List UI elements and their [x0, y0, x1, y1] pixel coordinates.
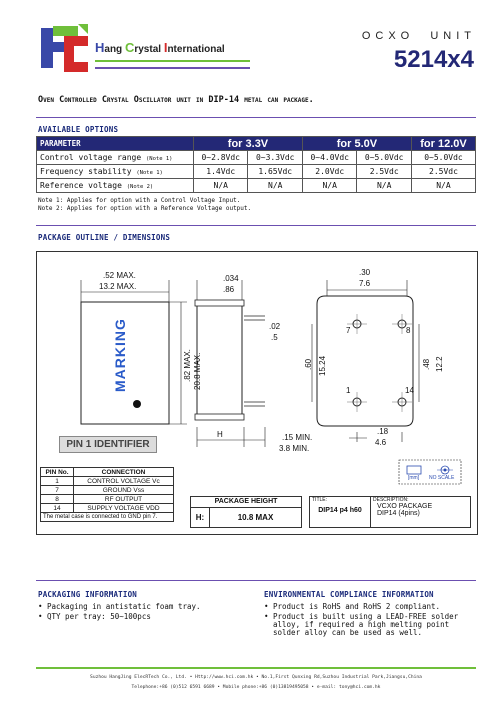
list-item: • Packaging in antistatic foam tray.	[38, 603, 248, 611]
dim-pin-dia-in: .18	[377, 427, 389, 436]
table-row	[37, 151, 476, 165]
dim-pin-col-mm: 12.2	[435, 356, 444, 372]
desc-label: DESCRIPTION:	[373, 497, 409, 503]
row-param: Reference voltage	[40, 181, 122, 190]
list-item: • QTY per tray: 50~100pcs	[38, 613, 248, 621]
table-row	[37, 179, 476, 193]
table-cell: CONTROL VOLTAGE Vc	[74, 477, 174, 486]
row-note: (Note 2)	[126, 184, 154, 190]
table-cell: 1.65Vdc	[248, 165, 302, 179]
dim-height-mm: 20.8 MAX.	[193, 352, 202, 390]
dim-top-width-in: .52 MAX.	[103, 271, 136, 280]
table-cell: N/A	[411, 179, 475, 193]
marking-label: MARKING	[112, 318, 128, 392]
table-cell: 2.5Vdc	[357, 165, 411, 179]
title-label: TITLE:	[312, 497, 328, 503]
dim-side-h: H	[217, 430, 223, 439]
dim-pin-row-in: .30	[359, 268, 371, 277]
footer-line-2: Telephone:+86 (0)512 6591 6689 • Mobile phone:+86 (0)13819495058 • e-mail: tony@hci.com.hk	[131, 685, 381, 690]
dim-lead-len-in: .15 MIN.	[282, 433, 313, 442]
environmental-list	[264, 603, 478, 639]
title-block	[309, 496, 471, 528]
table-row	[37, 165, 476, 179]
divider	[36, 117, 476, 118]
product-type: OCXO UNIT	[361, 30, 476, 42]
pin1-identifier-box: PIN 1 IDENTIFIER	[59, 436, 157, 453]
table-cell: 14	[41, 504, 74, 513]
footer-line-green	[36, 667, 476, 669]
table-cell: 8	[41, 495, 74, 504]
table-cell: SUPPLY VOLTAGE VDD	[74, 504, 174, 513]
header-12v: for 12.0V	[411, 137, 475, 151]
row-note: (Note 1)	[145, 156, 173, 162]
document-title: Oven Controlled Crystal Oscillator unit in DIP-14 metal can package.	[38, 95, 314, 105]
title-value: DIP14 p4 h60	[318, 507, 362, 514]
part-number: 5214x4	[393, 46, 474, 73]
company-logo	[38, 22, 90, 74]
table-row	[41, 477, 174, 486]
table-cell: 2.5Vdc	[411, 165, 475, 179]
pin-label-1: 1	[346, 386, 351, 395]
logo-underline-green	[95, 60, 250, 62]
dim-side-top-mm: .86	[223, 285, 235, 294]
package-height-value: 10.8 MAX	[237, 513, 274, 522]
logo-underline-purple	[95, 67, 250, 69]
pin-table-footnote: The metal case is connected to GND pin 7.	[41, 513, 174, 522]
table-cell: 0~5.0Vdc	[357, 151, 411, 165]
table-cell: 1	[41, 477, 74, 486]
divider	[36, 225, 476, 226]
pin-label-14: 14	[405, 386, 414, 395]
package-height-label: H:	[191, 508, 210, 527]
section-title-options: AVAILABLE OPTIONS	[38, 125, 119, 134]
section-title-environmental: ENVIRONMENTAL COMPLIANCE INFORMATION	[264, 590, 434, 599]
row-param: Frequency stability	[40, 167, 132, 176]
dim-height-in: .82 MAX.	[183, 349, 192, 382]
dim-pin-span-in: .60	[304, 358, 313, 370]
divider	[36, 580, 476, 581]
table-row	[41, 486, 174, 495]
list-item: • Product is RoHS and RoHS 2 compliant.	[264, 603, 478, 611]
note-1: Note 1: Applies for option with a Control Voltage Input.	[38, 197, 241, 204]
dim-side-lead-in: .02	[269, 322, 281, 331]
header-3v3: for 3.3V	[194, 137, 303, 151]
header-parameter: PARAMETER	[37, 137, 194, 151]
footer-line-1: Suzhou HangJing ElecRTech Co., Ltd. • Http://www.hci.com.hk • No.1,First Qunxing Rd,Suzhou Industrial Park,Jiangsu,China	[90, 675, 422, 680]
row-note: (Note 1)	[136, 170, 163, 176]
desc-line-1: VCXO PACKAGE	[377, 503, 433, 510]
table-cell: 0~4.0Vdc	[302, 151, 356, 165]
table-cell: 2.0Vdc	[302, 165, 356, 179]
pin-table	[40, 467, 174, 522]
header-5v0: for 5.0V	[302, 137, 411, 151]
packaging-list	[38, 603, 248, 623]
pin-label-7: 7	[346, 326, 351, 335]
table-cell: 1.4Vdc	[194, 165, 248, 179]
scale-unit: [mm]	[408, 475, 420, 481]
table-cell: 0~2.8Vdc	[194, 151, 248, 165]
dim-pin-dia-mm: 4.6	[375, 438, 387, 447]
table-row	[41, 495, 174, 504]
options-table	[36, 136, 476, 193]
package-height-box	[190, 496, 302, 528]
note-2: Note 2: Applies for option with a Reference Voltage output.	[38, 205, 252, 212]
list-item: • Product is built using a LEAD-FREE solder alloy, if required a high melting point solder alloy can be used as well.	[264, 613, 478, 637]
dim-side-lead-mm: .5	[271, 333, 278, 342]
pin-table-header: CONNECTION	[74, 468, 174, 477]
table-cell: 7	[41, 486, 74, 495]
section-title-package: PACKAGE OUTLINE / DIMENSIONS	[38, 233, 171, 242]
dim-lead-len-mm: 3.8 MIN.	[279, 444, 310, 453]
company-name: Hang Crystal International	[95, 40, 225, 55]
table-cell: 0~3.3Vdc	[248, 151, 302, 165]
dim-top-width-mm: 13.2 MAX.	[99, 282, 137, 291]
row-param: Control voltage range	[40, 153, 142, 162]
dim-pin-row-mm: 7.6	[359, 279, 371, 288]
package-height-title: PACKAGE HEIGHT	[191, 497, 301, 508]
pin-table-header: PIN No.	[41, 468, 74, 477]
dim-pin-span-mm: 15.24	[318, 355, 327, 376]
table-cell: N/A	[194, 179, 248, 193]
dim-pin-col-in: .48	[422, 358, 431, 370]
table-cell: N/A	[248, 179, 302, 193]
table-cell: N/A	[302, 179, 356, 193]
table-cell: RF OUTPUT	[74, 495, 174, 504]
pin-label-8: 8	[406, 326, 411, 335]
table-row	[41, 504, 174, 513]
table-cell: 0~5.0Vdc	[411, 151, 475, 165]
table-cell: N/A	[357, 179, 411, 193]
desc-line-2: DIP14 (4pins)	[377, 510, 420, 517]
section-title-packaging: PACKAGING INFORMATION	[38, 590, 138, 599]
table-cell: GROUND Vss	[74, 486, 174, 495]
dim-side-top-in: .034	[223, 274, 239, 283]
scale-note: NO SCALE	[429, 475, 455, 481]
